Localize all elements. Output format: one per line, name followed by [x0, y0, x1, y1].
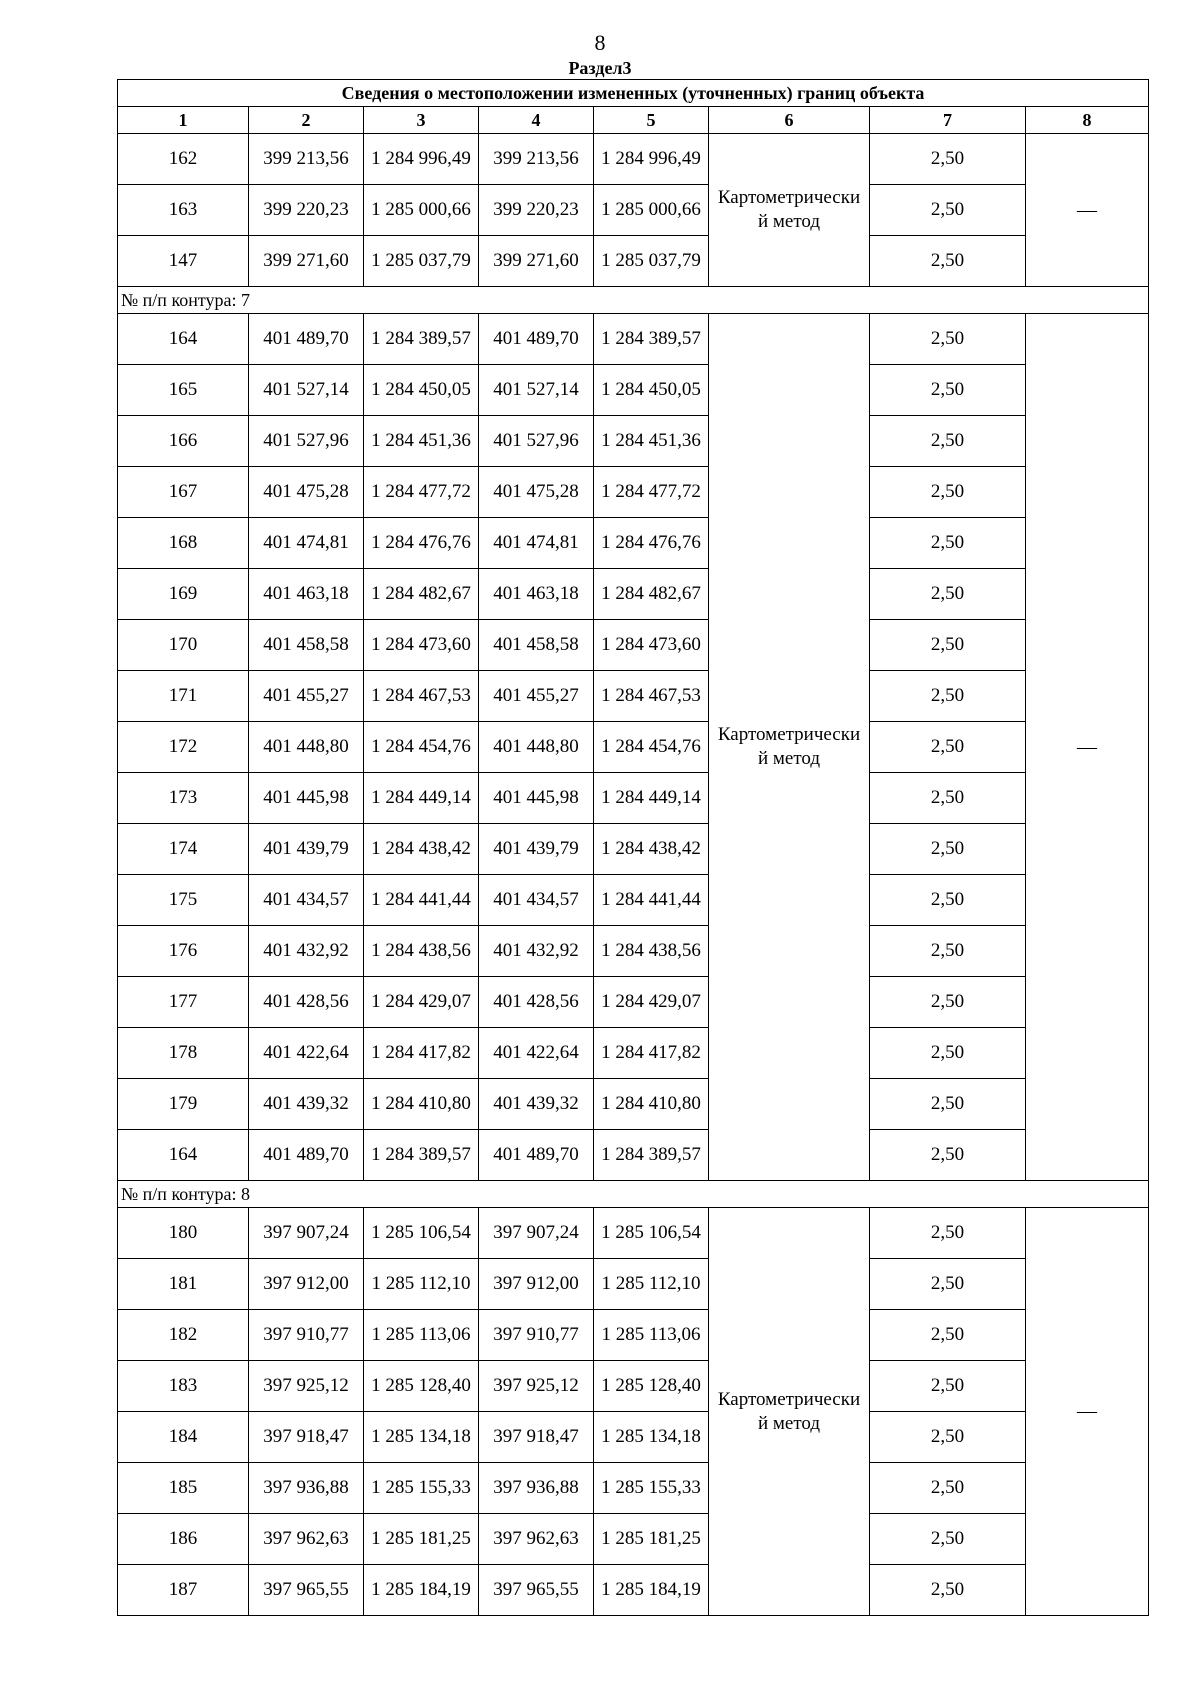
coordinate-cell: 1 285 128,40 [594, 1361, 709, 1412]
coordinate-cell: 1 285 106,54 [594, 1208, 709, 1259]
coordinate-cell: 1 285 112,10 [594, 1259, 709, 1310]
method-text-line2: й метод [757, 748, 821, 769]
coordinate-cell: 397 965,55 [249, 1565, 364, 1616]
precision-cell: 2,50 [870, 518, 1026, 569]
table-row [118, 134, 1149, 185]
coordinate-cell: 401 432,92 [479, 926, 594, 977]
point-number-cell: 181 [118, 1259, 249, 1310]
coordinate-cell: 1 284 473,60 [594, 620, 709, 671]
table-row [118, 926, 1149, 977]
method-cell [709, 314, 870, 1181]
coordinate-cell: 1 285 113,06 [364, 1310, 479, 1361]
table-row [118, 671, 1149, 722]
point-number-cell: 164 [118, 1130, 249, 1181]
page-number: 8 [594, 30, 606, 55]
point-number-cell: 147 [118, 236, 249, 287]
precision-cell: 2,50 [870, 875, 1026, 926]
coordinate-cell: 1 284 996,49 [594, 134, 709, 185]
table-row [118, 518, 1149, 569]
contour-label-row [118, 287, 1149, 314]
precision-cell: 2,50 [870, 671, 1026, 722]
precision-cell: 2,50 [870, 1079, 1026, 1130]
coordinate-cell: 1 284 389,57 [594, 314, 709, 365]
coordinate-cell: 1 284 429,07 [364, 977, 479, 1028]
point-number-cell: 186 [118, 1514, 249, 1565]
coordinate-cell: 1 284 451,36 [594, 416, 709, 467]
point-number-cell: 180 [118, 1208, 249, 1259]
coordinate-cell: 401 463,18 [479, 569, 594, 620]
coordinate-cell: 401 439,79 [249, 824, 364, 875]
method-text-line2: й метод [757, 1412, 821, 1434]
table-row [118, 773, 1149, 824]
coordinate-cell: 1 284 438,42 [364, 824, 479, 875]
coordinate-cell: 1 284 389,57 [364, 314, 479, 365]
precision-cell: 2,50 [870, 620, 1026, 671]
table-row [118, 1514, 1149, 1565]
precision-cell: 2,50 [870, 236, 1026, 287]
coordinate-cell: 1 284 438,42 [594, 824, 709, 875]
coordinate-cell: 397 936,88 [249, 1463, 364, 1514]
column-header: 3 [364, 107, 479, 134]
coordinate-cell: 401 432,92 [249, 926, 364, 977]
coordinate-cell: 1 285 134,18 [364, 1412, 479, 1463]
column-header: 2 [249, 107, 364, 134]
table-row [118, 977, 1149, 1028]
coordinate-cell: 401 439,79 [479, 824, 594, 875]
coordinate-cell: 401 489,70 [479, 1130, 594, 1181]
coordinate-cell: 1 285 155,33 [594, 1463, 709, 1514]
coordinate-cell: 401 434,57 [479, 875, 594, 926]
coordinate-cell: 1 284 389,57 [364, 1130, 479, 1181]
table-row [118, 1310, 1149, 1361]
precision-cell: 2,50 [870, 1208, 1026, 1259]
table-row [118, 722, 1149, 773]
coordinate-cell: 1 285 128,40 [364, 1361, 479, 1412]
coordinate-cell: 401 439,32 [249, 1079, 364, 1130]
coordinate-cell: 399 213,56 [479, 134, 594, 185]
point-number-cell: 177 [118, 977, 249, 1028]
coordinate-cell: 401 474,81 [479, 518, 594, 569]
point-number-cell: 175 [118, 875, 249, 926]
point-number-cell: 170 [118, 620, 249, 671]
coordinate-cell: 1 285 000,66 [364, 185, 479, 236]
coordinate-cell: 1 284 441,44 [364, 875, 479, 926]
coordinate-cell: 401 489,70 [479, 314, 594, 365]
coordinate-cell: 401 445,98 [479, 773, 594, 824]
coordinate-cell: 1 285 037,79 [364, 236, 479, 287]
point-number-cell: 162 [118, 134, 249, 185]
coordinate-cell: 397 918,47 [479, 1412, 594, 1463]
coordinate-cell: 401 448,80 [479, 722, 594, 773]
coordinate-cell: 397 918,47 [249, 1412, 364, 1463]
method-text-line1: Картометрически [717, 724, 861, 745]
method-cell [709, 1208, 870, 1616]
table-row [118, 1361, 1149, 1412]
coordinate-cell: 399 271,60 [479, 236, 594, 287]
coordinate-cell: 1 285 037,79 [594, 236, 709, 287]
coordinate-cell: 401 475,28 [249, 467, 364, 518]
table-row [118, 1463, 1149, 1514]
coordinate-cell: 1 284 450,05 [594, 365, 709, 416]
coordinate-cell: 401 422,64 [249, 1028, 364, 1079]
precision-cell: 2,50 [870, 416, 1026, 467]
coordinate-cell: 401 422,64 [479, 1028, 594, 1079]
precision-cell: 2,50 [870, 1310, 1026, 1361]
column-header: 1 [118, 107, 249, 134]
coordinate-cell: 1 285 155,33 [364, 1463, 479, 1514]
column-header: 7 [870, 107, 1026, 134]
column-header: 8 [1026, 107, 1149, 134]
table-row [118, 1079, 1149, 1130]
coordinate-cell: 1 284 477,72 [364, 467, 479, 518]
coordinate-cell: 1 284 454,76 [594, 722, 709, 773]
precision-cell: 2,50 [870, 314, 1026, 365]
coordinate-cell: 1 284 450,05 [364, 365, 479, 416]
table-row [118, 875, 1149, 926]
point-number-cell: 169 [118, 569, 249, 620]
method-cell [709, 134, 870, 287]
table-row [118, 365, 1149, 416]
precision-cell: 2,50 [870, 1361, 1026, 1412]
table-row [118, 416, 1149, 467]
table-row [118, 1565, 1149, 1616]
point-number-cell: 174 [118, 824, 249, 875]
coordinate-cell: 401 445,98 [249, 773, 364, 824]
coordinate-cell: 1 285 184,19 [364, 1565, 479, 1616]
coordinate-cell: 1 284 454,76 [364, 722, 479, 773]
precision-cell: 2,50 [870, 1130, 1026, 1181]
coordinate-cell: 397 965,55 [479, 1565, 594, 1616]
coordinate-cell: 401 527,14 [249, 365, 364, 416]
table-row [118, 1130, 1149, 1181]
coordinate-cell: 401 475,28 [479, 467, 594, 518]
column-header: 5 [594, 107, 709, 134]
coordinate-cell: 1 285 181,25 [594, 1514, 709, 1565]
coordinate-cell: 401 428,56 [249, 977, 364, 1028]
coordinate-cell: 1 284 417,82 [364, 1028, 479, 1079]
coordinate-cell: 397 936,88 [479, 1463, 594, 1514]
coordinate-cell: 1 284 473,60 [364, 620, 479, 671]
coordinate-cell: 1 284 449,14 [364, 773, 479, 824]
coordinate-cell: 1 284 429,07 [594, 977, 709, 1028]
precision-cell: 2,50 [870, 1259, 1026, 1310]
point-number-cell: 167 [118, 467, 249, 518]
precision-cell: 2,50 [870, 134, 1026, 185]
coordinate-cell: 399 271,60 [249, 236, 364, 287]
point-number-cell: 184 [118, 1412, 249, 1463]
coordinate-cell: 1 285 113,06 [594, 1310, 709, 1361]
precision-cell: 2,50 [870, 977, 1026, 1028]
coordinate-cell: 1 284 449,14 [594, 773, 709, 824]
point-number-cell: 165 [118, 365, 249, 416]
precision-cell: 2,50 [870, 722, 1026, 773]
point-number-cell: 164 [118, 314, 249, 365]
table-row [118, 236, 1149, 287]
precision-cell: 2,50 [870, 365, 1026, 416]
method-text-line1: Картометрически [717, 1388, 861, 1410]
coordinate-cell: 399 213,56 [249, 134, 364, 185]
note-cell: — [1026, 134, 1149, 287]
coordinate-cell: 1 285 184,19 [594, 1565, 709, 1616]
coordinate-cell: 1 284 467,53 [364, 671, 479, 722]
precision-cell: 2,50 [870, 1028, 1026, 1079]
coordinate-cell: 401 455,27 [479, 671, 594, 722]
coordinate-cell: 401 527,14 [479, 365, 594, 416]
coordinate-cell: 1 284 410,80 [364, 1079, 479, 1130]
point-number-cell: 166 [118, 416, 249, 467]
coordinate-cell: 1 284 438,56 [594, 926, 709, 977]
table-row [118, 185, 1149, 236]
coordinate-cell: 1 284 477,72 [594, 467, 709, 518]
note-cell: — [1026, 1208, 1149, 1616]
coordinate-cell: 401 434,57 [249, 875, 364, 926]
coordinate-cell: 1 284 482,67 [364, 569, 479, 620]
coordinate-cell: 401 458,58 [249, 620, 364, 671]
coordinate-cell: 397 907,24 [249, 1208, 364, 1259]
coordinate-cell: 401 489,70 [249, 314, 364, 365]
coordinate-cell: 1 284 476,76 [594, 518, 709, 569]
coordinate-cell: 397 907,24 [479, 1208, 594, 1259]
coordinate-cell: 1 285 112,10 [364, 1259, 479, 1310]
precision-cell: 2,50 [870, 467, 1026, 518]
point-number-cell: 163 [118, 185, 249, 236]
coordinate-cell: 401 489,70 [249, 1130, 364, 1181]
coordinate-cell: 1 285 000,66 [594, 185, 709, 236]
point-number-cell: 173 [118, 773, 249, 824]
precision-cell: 2,50 [870, 1463, 1026, 1514]
coordinate-cell: 401 458,58 [479, 620, 594, 671]
section-title: Раздел3 [568, 58, 632, 78]
coordinate-cell: 1 284 467,53 [594, 671, 709, 722]
coordinate-cell: 397 910,77 [249, 1310, 364, 1361]
coordinate-cell: 1 284 996,49 [364, 134, 479, 185]
precision-cell: 2,50 [870, 185, 1026, 236]
coordinate-cell: 1 284 441,44 [594, 875, 709, 926]
coordinate-cell: 1 285 134,18 [594, 1412, 709, 1463]
method-text-line1: Картометрически [717, 187, 861, 208]
table-row [118, 824, 1149, 875]
coordinate-cell: 1 285 181,25 [364, 1514, 479, 1565]
contour-label-row [118, 1181, 1149, 1208]
contour-label: № п/п контура: 8 [118, 1181, 1149, 1208]
coordinate-cell: 401 463,18 [249, 569, 364, 620]
coordinate-cell: 1 284 476,76 [364, 518, 479, 569]
point-number-cell: 182 [118, 1310, 249, 1361]
coordinate-cell: 1 284 482,67 [594, 569, 709, 620]
coordinate-cell: 401 439,32 [479, 1079, 594, 1130]
coordinate-cell: 397 925,12 [479, 1361, 594, 1412]
precision-cell: 2,50 [870, 569, 1026, 620]
table-body [118, 80, 1149, 1616]
table-row [118, 1259, 1149, 1310]
table-caption-row [118, 80, 1149, 107]
table-row [118, 314, 1149, 365]
point-number-cell: 185 [118, 1463, 249, 1514]
coordinate-cell: 1 284 417,82 [594, 1028, 709, 1079]
precision-cell: 2,50 [870, 773, 1026, 824]
point-number-cell: 187 [118, 1565, 249, 1616]
precision-cell: 2,50 [870, 824, 1026, 875]
table-row [118, 467, 1149, 518]
column-header: 4 [479, 107, 594, 134]
coordinate-cell: 397 925,12 [249, 1361, 364, 1412]
point-number-cell: 171 [118, 671, 249, 722]
coordinate-cell: 1 285 106,54 [364, 1208, 479, 1259]
precision-cell: 2,50 [870, 1565, 1026, 1616]
coordinate-cell: 399 220,23 [479, 185, 594, 236]
point-number-cell: 178 [118, 1028, 249, 1079]
table-row [118, 1412, 1149, 1463]
table-row [118, 569, 1149, 620]
coordinate-cell: 1 284 410,80 [594, 1079, 709, 1130]
point-number-cell: 179 [118, 1079, 249, 1130]
coordinate-cell: 399 220,23 [249, 185, 364, 236]
coordinate-cell: 1 284 451,36 [364, 416, 479, 467]
contour-label: № п/п контура: 7 [118, 287, 1149, 314]
coordinate-cell: 401 428,56 [479, 977, 594, 1028]
coordinate-cell: 401 474,81 [249, 518, 364, 569]
table-caption: Сведения о местоположении измененных (уточненных) границ объекта [118, 80, 1149, 107]
note-cell: — [1026, 314, 1149, 1181]
table-header-row [118, 107, 1149, 134]
point-number-cell: 172 [118, 722, 249, 773]
coordinate-cell: 397 912,00 [479, 1259, 594, 1310]
precision-cell: 2,50 [870, 1412, 1026, 1463]
coordinate-cell: 401 455,27 [249, 671, 364, 722]
coordinate-cell: 397 912,00 [249, 1259, 364, 1310]
table-row [118, 1208, 1149, 1259]
point-number-cell: 168 [118, 518, 249, 569]
coordinate-cell: 401 527,96 [479, 416, 594, 467]
point-number-cell: 176 [118, 926, 249, 977]
coordinate-cell: 397 910,77 [479, 1310, 594, 1361]
coordinate-cell: 401 527,96 [249, 416, 364, 467]
boundary-coordinates-table [117, 79, 1149, 1616]
column-header: 6 [709, 107, 870, 134]
table-row [118, 1028, 1149, 1079]
method-text-line2: й метод [757, 211, 821, 232]
coordinate-cell: 397 962,63 [249, 1514, 364, 1565]
precision-cell: 2,50 [870, 1514, 1026, 1565]
coordinate-cell: 1 284 438,56 [364, 926, 479, 977]
coordinate-cell: 401 448,80 [249, 722, 364, 773]
table-row [118, 620, 1149, 671]
coordinate-cell: 397 962,63 [479, 1514, 594, 1565]
point-number-cell: 183 [118, 1361, 249, 1412]
precision-cell: 2,50 [870, 926, 1026, 977]
coordinate-cell: 1 284 389,57 [594, 1130, 709, 1181]
